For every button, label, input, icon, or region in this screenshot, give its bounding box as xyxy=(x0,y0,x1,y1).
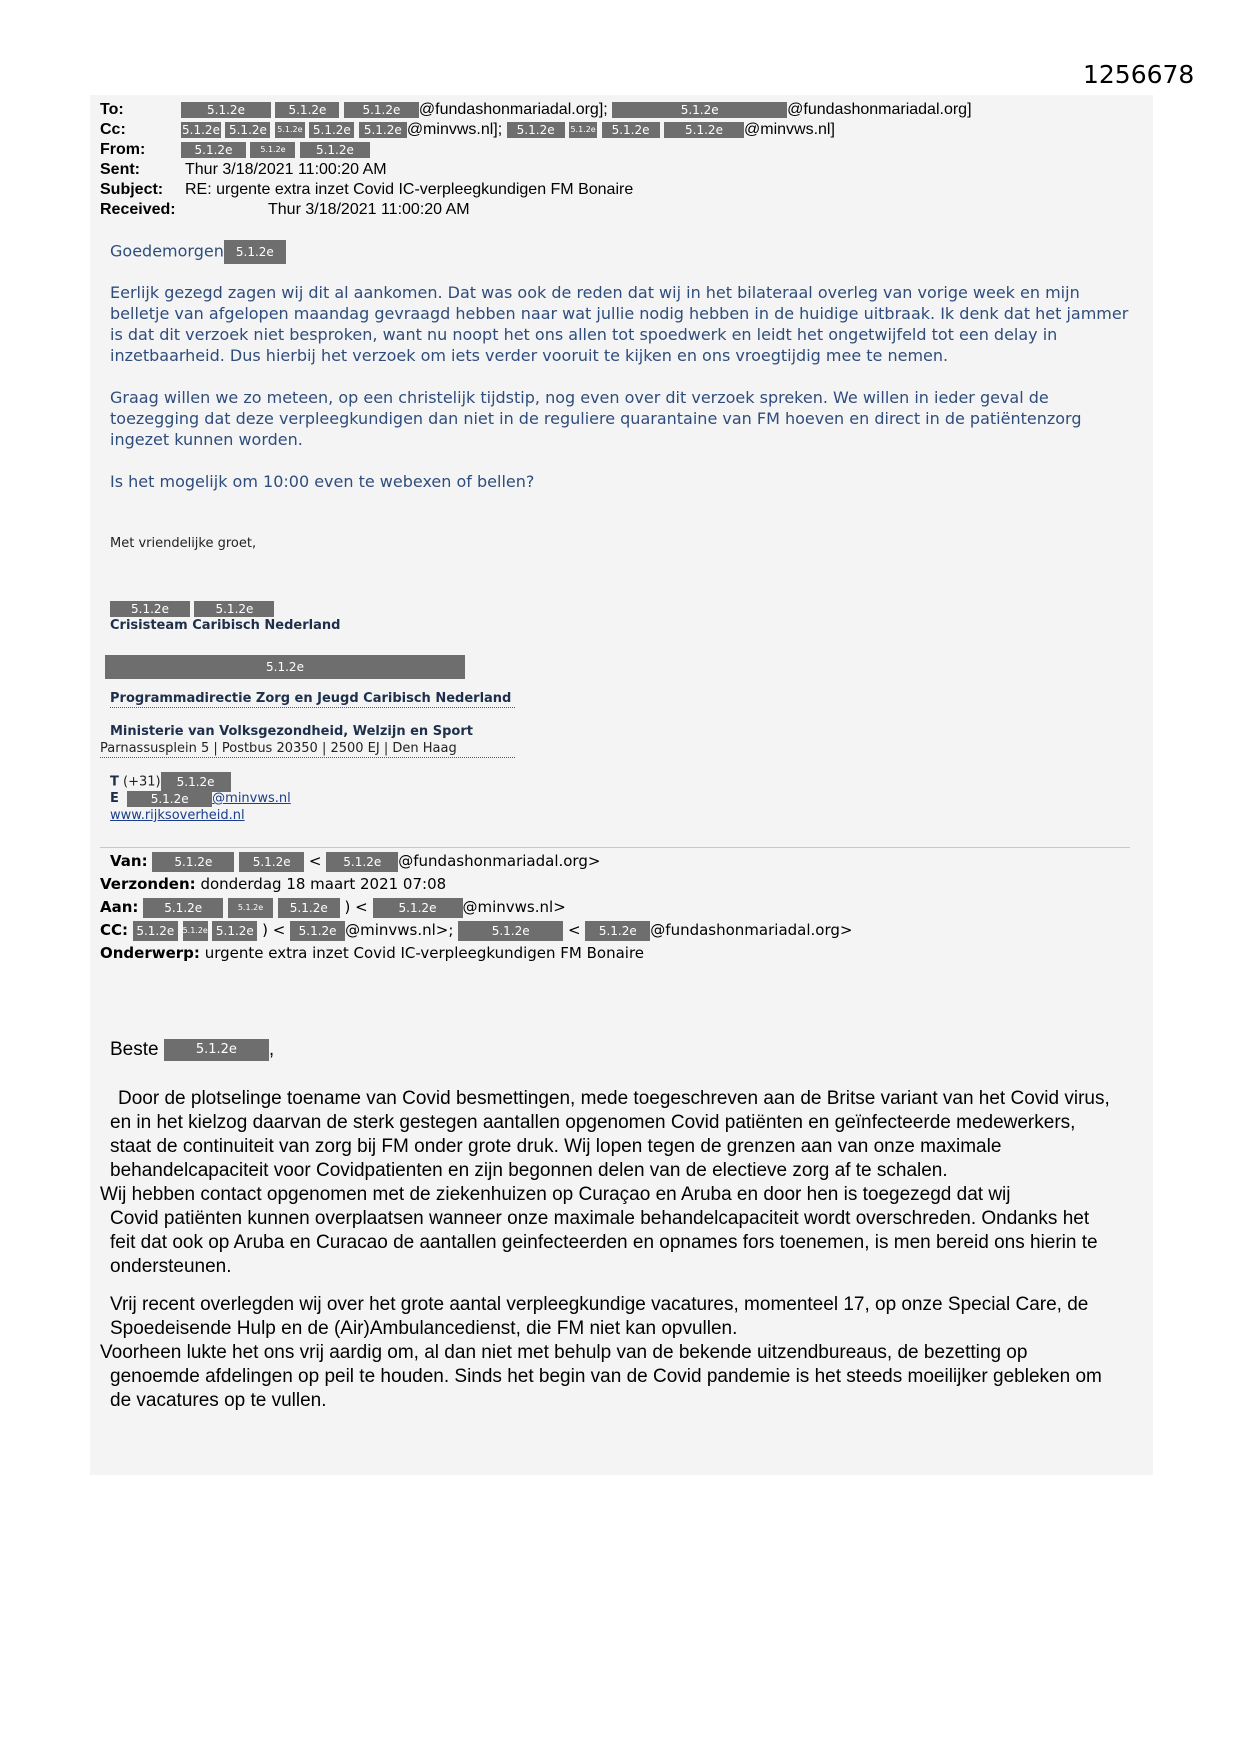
header-cc xyxy=(100,120,835,140)
original-paragraph: Covid patiënten kunnen overplaatsen wanneer onze maximale behandelcapaciteit wordt overschreden. Ondanks het feit dat ook op Aruba en Curacao de aantallen geinfecteerden en opnames fors toenemen, is men bereid ons hierin te ondersteunen. xyxy=(110,1208,1098,1277)
redaction: 5.1.2e xyxy=(275,102,339,118)
redaction: 5.1.2e xyxy=(161,772,231,792)
cc-domain-1: @minvws.nl]; xyxy=(406,121,503,138)
reply-paragraph: Graag willen we zo meteen, op een christelijk tijdstip, nog even over dit verzoek spreken. We willen in ieder geval de toezegging dat deze verpleegkundigen dan niet in de reguliere quarantaine van FM hoeven en direct in de patiëntenzorg ingezet kunnen worden. xyxy=(110,388,1082,449)
original-paragraph: Vrij recent overlegden wij over het grote aantal verpleegkundige vacatures, momenteel 17, op onze Special Care, de Spoedeisende Hulp en de (Air)Ambulancedienst, die FM niet kan opvullen. xyxy=(110,1294,1089,1339)
forward-cc: CC: 5.1.2e 5.1.2e 5.1.2e ) < 5.1.2e @minvws.nl>; 5.1.2e < 5.1.2e @fundashonmariadal.org> xyxy=(100,921,853,939)
redaction: 5.1.2e xyxy=(458,921,563,941)
original-body xyxy=(100,1087,1110,1413)
header-received xyxy=(100,200,470,220)
to-domain-2: @fundashonmariadal.org] xyxy=(787,101,972,118)
redaction: 5.1.2e xyxy=(182,122,220,137)
document-number: 1256678 xyxy=(1083,60,1195,89)
redaction: 5.1.2e xyxy=(250,142,295,158)
redaction: 5.1.2e xyxy=(309,122,354,138)
signature-title-redaction xyxy=(105,655,465,679)
original-paragraph: Voorheen lukte het ons vrij aardig om, al dan niet met behulp van de bekende uitzendbureaus, de bezetting op xyxy=(100,1342,1028,1363)
reply-body xyxy=(110,282,1140,513)
forward-onderwerp: Onderwerp: urgente extra inzet Covid IC-verpleegkundigen FM Bonaire xyxy=(100,944,645,962)
original-paragraph: Wij hebben contact opgenomen met de ziekenhuizen op Curaçao en Aruba en door hen is toegezegd dat wij xyxy=(100,1184,1011,1205)
redaction: 5.1.2e xyxy=(225,122,270,138)
redaction: 5.1.2e xyxy=(326,852,398,872)
cc-label: Cc: xyxy=(100,121,126,138)
received-label: Received: xyxy=(100,201,176,218)
website-link[interactable]: www.rijksoverheid.nl xyxy=(110,808,245,823)
forward-aan: Aan: 5.1.2e 5.1.2e 5.1.2e ) < 5.1.2e @minvws.nl> xyxy=(100,898,566,916)
reply-closing: Met vriendelijke groet, xyxy=(110,536,257,551)
redaction: 5.1.2e xyxy=(373,898,463,918)
redaction: 5.1.2e xyxy=(275,122,305,138)
signature-email: E 5.1.2e @minvws.nl xyxy=(110,791,291,806)
signature-address: Parnassusplein 5 | Postbus 20350 | 2500 EJ | Den Haag xyxy=(100,740,515,758)
signature-website xyxy=(110,807,245,824)
redaction: 5.1.2e xyxy=(228,898,273,918)
signature-phone: T (+31) 5.1.2e xyxy=(110,772,231,792)
redaction: 5.1.2e xyxy=(602,122,660,138)
redaction: 5.1.2e xyxy=(181,102,271,118)
reply-paragraph: Eerlijk gezegd zagen wij dit al aankomen. Dat was ook de reden dat wij in het bilateraal overleg van vorige week en mijn belletje van afgelopen maandag gevraagd hebben naar wat jullie nodig hebben in de huidige uitbraak. Ik denk dat het jammer is dat dit verzoek niet besproken, want nu noopt het ons allen tot spoedwerk en leidt het ongetwijfeld tot een delay in inzetbaarheid. Dus hierbij het verzoek om iets verder vooruit te kijken en ons vroegtijdig mee te nemen. xyxy=(110,283,1129,365)
original-salutation: Beste 5.1.2e , xyxy=(110,1039,275,1060)
greeting-text: Goedemorgen xyxy=(110,241,224,261)
to-label: To: xyxy=(100,101,124,118)
redaction: 5.1.2e xyxy=(569,122,597,138)
redaction: 5.1.2e xyxy=(290,921,345,941)
reply-paragraph: Is het mogelijk om 10:00 even te webexen of bellen? xyxy=(110,472,535,491)
redaction: 5.1.2e xyxy=(110,601,190,617)
redaction: 5.1.2e xyxy=(585,921,650,941)
redaction: 5.1.2e xyxy=(152,852,234,872)
redaction: 5.1.2e xyxy=(612,102,787,118)
redaction: 5.1.2e xyxy=(664,122,744,138)
redaction: 5.1.2e xyxy=(181,142,246,158)
email-link[interactable]: @minvws.nl xyxy=(212,791,291,806)
header-subject xyxy=(100,180,633,200)
header-from xyxy=(100,140,370,160)
subject-value: RE: urgente extra inzet Covid IC-verpleegkundigen FM Bonaire xyxy=(185,181,634,198)
redaction: 5.1.2e xyxy=(183,921,208,941)
redaction: 5.1.2e xyxy=(239,852,304,872)
separator xyxy=(100,847,1130,848)
header-sent xyxy=(100,160,387,180)
redaction: 5.1.2e xyxy=(143,898,223,918)
cc-domain-2: @minvws.nl] xyxy=(744,121,835,138)
received-value: Thur 3/18/2021 11:00:20 AM xyxy=(268,201,470,218)
forward-van: Van: 5.1.2e 5.1.2e < 5.1.2e @fundashonmariadal.org> xyxy=(110,852,601,870)
redaction: 5.1.2e xyxy=(105,655,465,679)
forward-verzonden: Verzonden: donderdag 18 maart 2021 07:08 xyxy=(100,875,447,893)
sent-value: Thur 3/18/2021 11:00:20 AM xyxy=(185,161,387,178)
redaction: 5.1.2e xyxy=(194,601,274,617)
redaction: 5.1.2e xyxy=(344,102,419,118)
subject-label: Subject: xyxy=(100,181,164,198)
reply-greeting xyxy=(110,240,286,264)
signature-directorate: Programmadirectie Zorg en Jeugd Caribisch Nederland xyxy=(110,690,515,708)
sent-label: Sent: xyxy=(100,161,140,178)
signature-ministry: Ministerie van Volksgezondheid, Welzijn en Sport xyxy=(110,724,473,739)
redaction: 5.1.2e xyxy=(224,240,286,264)
redaction: 5.1.2e xyxy=(127,791,212,807)
redaction: 5.1.2e xyxy=(300,142,370,158)
redaction: 5.1.2e xyxy=(212,921,257,941)
original-paragraph: genoemde afdelingen op peil te houden. Sinds het begin van de Covid pandemie is het steeds moeilijker gebleken om de vacatures op te vullen. xyxy=(110,1366,1102,1411)
signature-team: Crisisteam Caribisch Nederland xyxy=(110,618,341,633)
redaction: 5.1.2e xyxy=(278,898,340,918)
header-to xyxy=(100,100,972,120)
redaction: 5.1.2e xyxy=(359,122,407,138)
to-domain-1: @fundashonmariadal.org]; xyxy=(418,101,608,118)
redaction: 5.1.2e xyxy=(133,921,178,941)
redaction: 5.1.2e xyxy=(164,1039,269,1061)
redaction: 5.1.2e xyxy=(507,122,565,138)
from-label: From: xyxy=(100,141,146,158)
signature-name xyxy=(110,600,274,618)
original-paragraph: Door de plotselinge toename van Covid besmettingen, mede toegeschreven aan de Britse variant van het Covid virus, en in het kielzog daarvan de sterk gestegen aantallen opgenomen Covid patiënten en geïnfecteerde medewerkers, staat de continuiteit van zorg bij FM onder grote druk. Wij lopen tegen de grenzen aan van onze maximale behandelcapaciteit voor Covidpatienten en zijn begonnen delen van de electieve zorg af te schalen. xyxy=(110,1088,1110,1181)
